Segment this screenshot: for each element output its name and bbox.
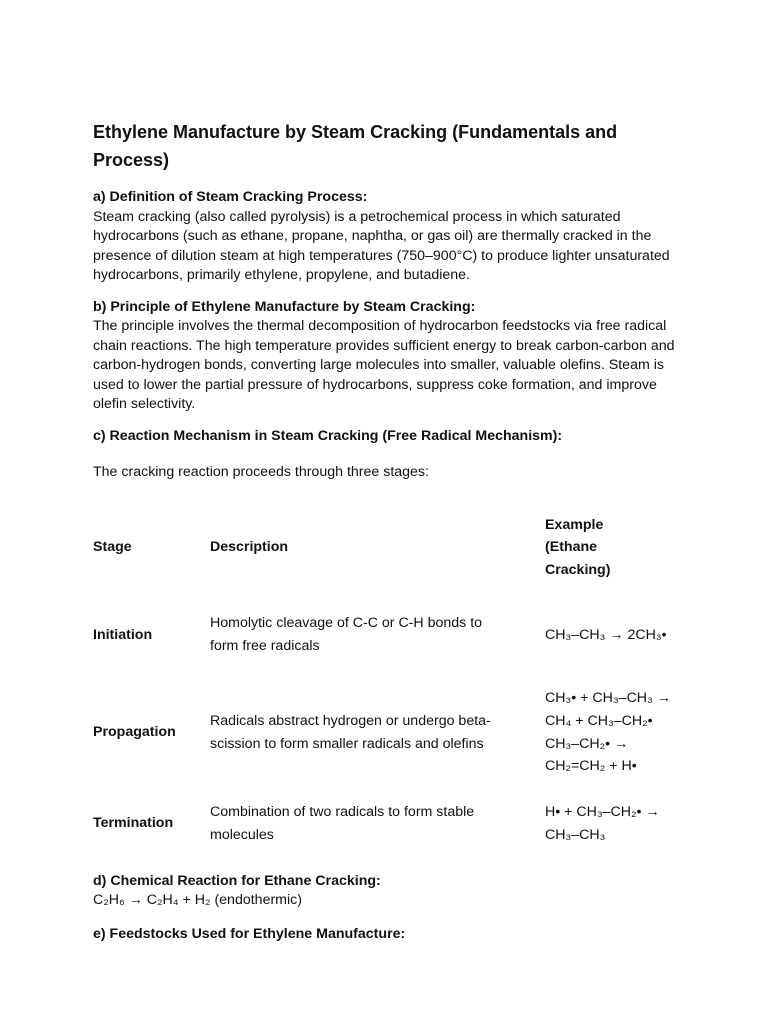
section-heading-c: c) Reaction Mechanism in Steam Cracking (Free Radical Mechanism):	[93, 427, 563, 444]
description-cell	[210, 788, 545, 860]
stage-cell: Propagation	[93, 724, 176, 741]
example-cell	[545, 788, 678, 860]
example-cell	[545, 678, 678, 788]
section-heading-b: b) Principle of Ethylene Manufacture by Steam Cracking:	[93, 298, 476, 315]
section-heading-e: e) Feedstocks Used for Ethylene Manufacture:	[93, 925, 406, 942]
reaction-equation: C₂H₆ → C₂H₄ + H₂ (endothermic)	[93, 892, 302, 908]
description-cell	[210, 593, 545, 678]
description-cell	[210, 678, 545, 788]
page-title: Ethylene Manufacture by Steam Cracking (Fundamentals and Process)	[93, 122, 618, 170]
description-line: Radicals abstract hydrogen or undergo beta-	[210, 712, 491, 729]
example-line: CH₂=CH₂ + H•	[545, 758, 637, 775]
description-line: Homolytic cleavage of C-C or C-H bonds to	[210, 615, 483, 632]
header-example	[545, 503, 678, 593]
table-row	[93, 788, 678, 860]
header-example-line: Cracking)	[545, 561, 611, 578]
example-line: CH₄ + CH₃–CH₂•	[545, 712, 653, 729]
section-body-b: The principle involves the thermal decomposition of hydrocarbon feedstocks via free radical chain reactions. The high temperature provides sufficient energy to break carbon-carbon and carbon-hydrogen bonds, converting large molecules into smaller, valuable olefins. Steam is used to lower the partial pressure of hydrocarbons, suppress coke formation, and improve olefin selectivity.	[93, 318, 675, 412]
table-header-row	[93, 503, 678, 593]
header-description: Description	[210, 539, 289, 556]
header-example-line: (Ethane	[545, 539, 598, 556]
section-d	[93, 872, 678, 911]
section-intro-c: The cracking reaction proceeds through three stages:	[93, 464, 429, 480]
section-c	[93, 427, 678, 860]
description-line: Combination of two radicals to form stable	[210, 803, 475, 820]
example-line: CH₃–CH₂• →	[545, 735, 629, 752]
example-cell	[545, 593, 678, 678]
header-example-line: Example	[545, 516, 604, 533]
stage-cell: Initiation	[93, 626, 153, 643]
section-body-a: Steam cracking (also called pyrolysis) is a petrochemical process in which saturated hydrocarbons (such as ethane, propane, naphtha, or gas oil) are thermally cracked in the presence of dilution steam at high temperatures (750–900°C) to produce lighter unsaturated hydrocarbons, primarily ethylene, propylene, and butadiene.	[93, 208, 670, 283]
document-page	[93, 118, 678, 944]
stages-table	[93, 503, 678, 860]
stage-cell: Termination	[93, 815, 174, 832]
example-line: CH₃–CH₃ → 2CH₃•	[545, 626, 667, 643]
section-b	[93, 298, 678, 415]
description-line: molecules	[210, 826, 274, 843]
section-heading-a: a) Definition of Steam Cracking Process:	[93, 189, 368, 205]
example-line: CH₃• + CH₃–CH₃ →	[545, 690, 671, 707]
example-line: H• + CH₃–CH₂• →	[545, 803, 660, 820]
description-line: scission to form smaller radicals and olefins	[210, 735, 484, 752]
section-a	[93, 188, 678, 286]
table-row	[93, 593, 678, 678]
section-e	[93, 925, 678, 945]
description-line: form free radicals	[210, 638, 320, 654]
table-row	[93, 678, 678, 788]
header-stage: Stage	[93, 539, 132, 556]
example-line: CH₃–CH₃	[545, 826, 606, 843]
section-heading-d: d) Chemical Reaction for Ethane Cracking:	[93, 872, 381, 889]
